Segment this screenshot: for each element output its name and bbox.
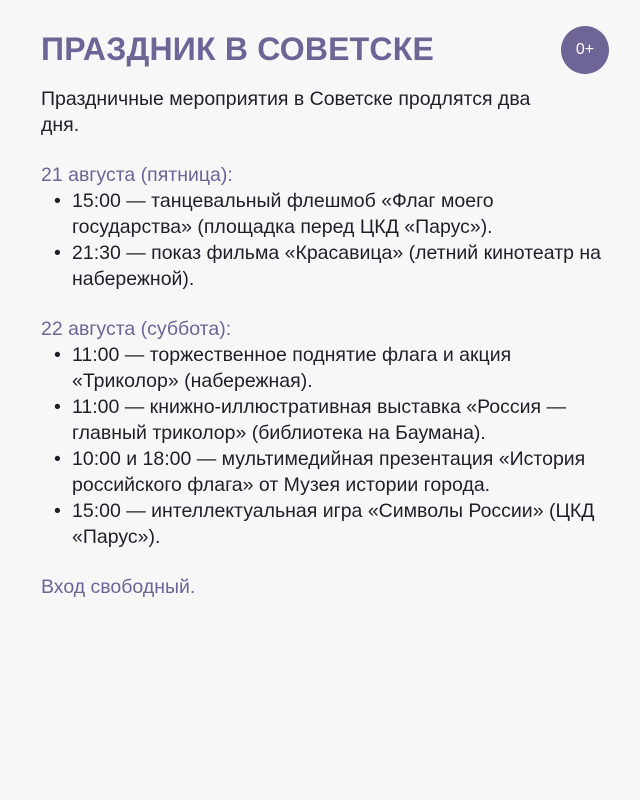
event-text: 15:00 — танцевальный флешмоб «Флаг моего государства» (площадка перед ЦКД «Парус»). xyxy=(72,190,494,238)
list-item xyxy=(41,394,611,446)
event-text: 11:00 — торжественное поднятие флага и акция «Триколор» (набережная). xyxy=(72,344,512,392)
bullet-icon: • xyxy=(54,344,61,366)
event-text: 15:00 — интеллектуальная игра «Символы России» (ЦКД «Парус»). xyxy=(72,500,595,548)
event-list-day1 xyxy=(41,188,611,292)
event-text: 10:00 и 18:00 — мультимедийная презентация «История российского флага» от Музея истории города. xyxy=(72,448,586,496)
section-heading-day2: 22 августа (суббота): xyxy=(41,318,232,340)
list-item xyxy=(41,498,611,550)
bullet-icon: • xyxy=(54,242,61,264)
bullet-icon: • xyxy=(54,448,61,470)
event-text: 21:30 — показ фильма «Красавица» (летний кинотеатр на набережной). xyxy=(72,242,602,290)
list-item xyxy=(41,446,611,498)
event-list-day2 xyxy=(41,342,611,550)
list-item xyxy=(41,188,611,240)
bullet-icon: • xyxy=(54,396,61,418)
section-heading-day1: 21 августа (пятница): xyxy=(41,164,233,186)
event-text: 11:00 — книжно-иллюстративная выставка «Россия — главный триколор» (библиотека на Баумана). xyxy=(72,396,566,444)
bullet-icon: • xyxy=(54,190,61,212)
intro-text: Праздничные мероприятия в Советске продлятся два дня. xyxy=(41,88,531,136)
age-rating-badge: 0+ xyxy=(561,26,609,74)
bullet-icon: • xyxy=(54,500,61,522)
page-title: ПРАЗДНИК В СОВЕТСКЕ xyxy=(41,31,435,67)
list-item xyxy=(41,240,611,292)
list-item xyxy=(41,342,611,394)
free-entry-note: Вход свободный. xyxy=(41,576,196,598)
announcement-body xyxy=(41,86,611,600)
